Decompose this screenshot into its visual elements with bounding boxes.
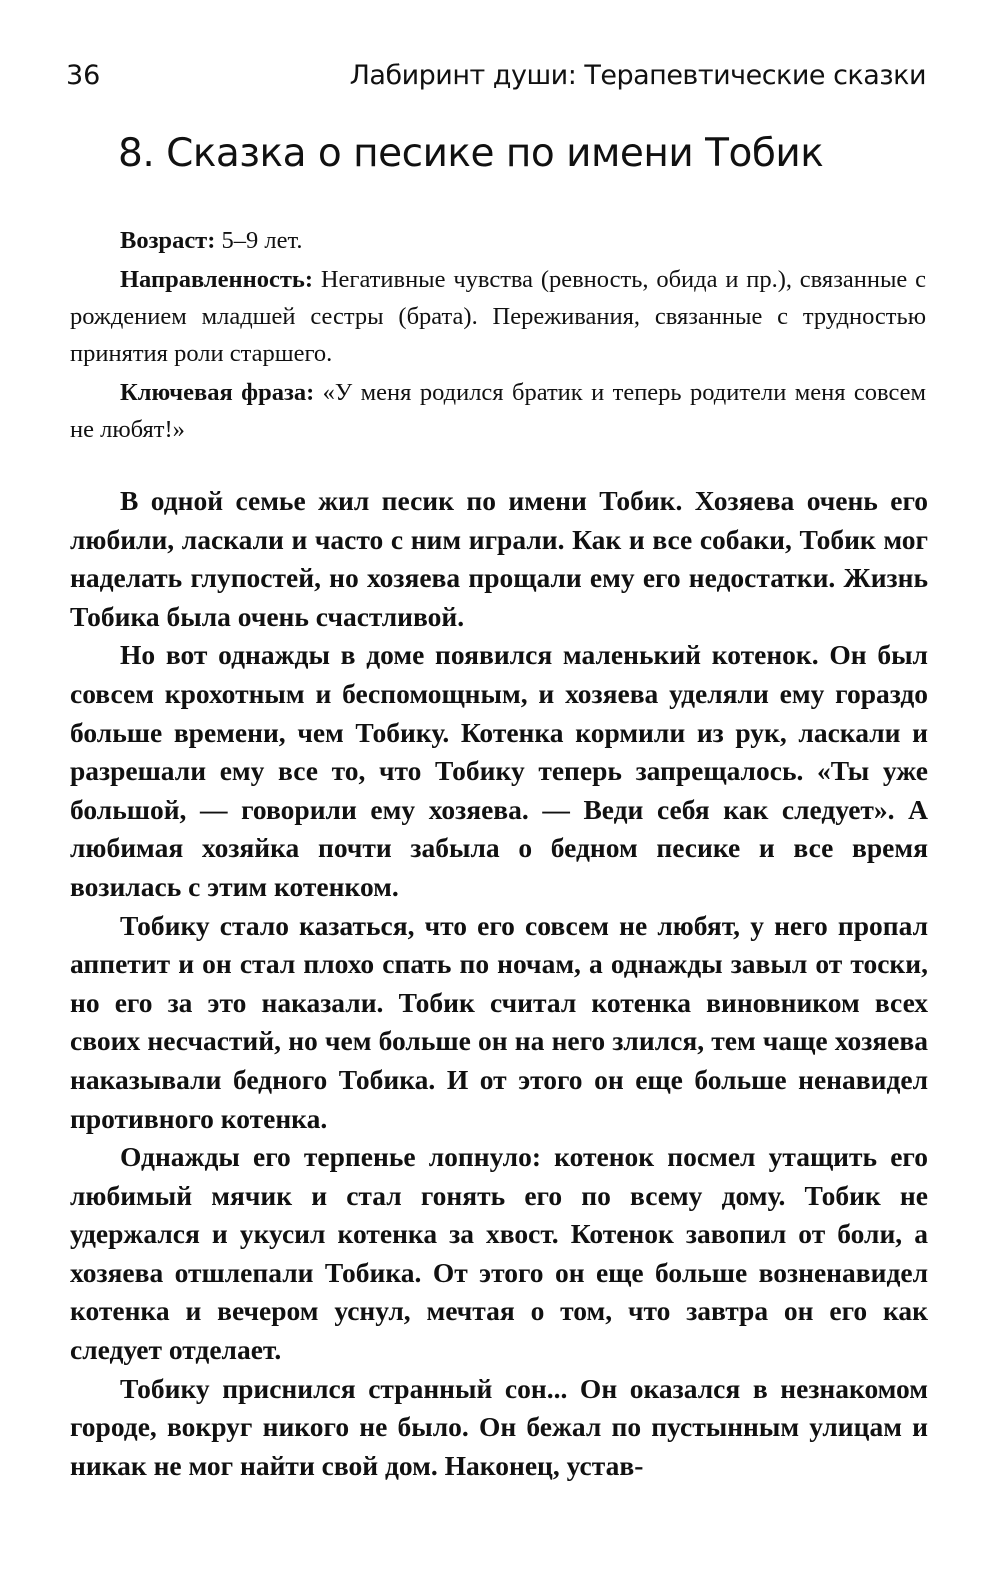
book-title: Лабиринт души: Терапевтические сказки xyxy=(349,60,926,91)
story-paragraph: В одной семье жил песик по имени Тобик. Хозяева очень его любили, ласкали и часто с ним играли. Как и все собаки, Тобик мог наделать глупостей, но хозяева прощали ему его недостатки. Жизнь Тобика была очень счастливой. xyxy=(70,485,928,632)
story-paragraph: Однажды его терпенье лопнуло: котенок посмел утащить его любимый мячик и стал гонять его по всему дому. Тобик не удержался и укусил котенка за хвост. Котенок завопил от боли, а хозяева отшлепали Тобика. От этого он еще больше возненавидел котенка и вечером уснул, мечтая о том, что завтра он его как следует отделает. xyxy=(70,1141,928,1366)
running-header xyxy=(66,56,926,96)
focus-label: Направленность: xyxy=(120,266,314,293)
page-number: 36 xyxy=(66,60,101,91)
story-text xyxy=(70,482,928,1485)
chapter-title: 8. Сказка о песике по имени Тобик xyxy=(118,131,824,176)
key-phrase-line xyxy=(70,374,926,448)
key-phrase-label: Ключевая фраза: xyxy=(120,379,315,406)
story-metadata xyxy=(70,222,926,448)
age-value: 5–9 лет. xyxy=(215,227,303,254)
focus-line xyxy=(70,261,926,372)
key-phrase-value: «У меня родился братик и теперь родители меня совсем не любят!» xyxy=(70,379,926,443)
focus-value: Негативные чувства (ревность, обида и пр.), связанные с рождением младшей сестры (брата). Переживания, связанные с трудностью принятия роли старшего. xyxy=(70,266,926,367)
story-paragraph: Но вот однажды в доме появился маленький котенок. Он был совсем крохотным и беспомощным, и хозяева уделяли ему гораздо больше времени, чем Тобику. Котенка кормили из рук, ласкали и разрешали ему все то, что Тобику теперь запрещалось. «Ты уже большой, — говорили ему хозяева. — Веди себя как следует». А любимая хозяйка почти забыла о бедном песике и все время возилась с этим котенком. xyxy=(70,639,928,902)
age-line xyxy=(70,222,926,259)
story-paragraph: Тобику стало казаться, что его совсем не любят, у него пропал аппетит и он стал плохо спать по ночам, а однажды завыл от тоски, но его за это наказали. Тобик считал котенка виновником всех своих несчастий, но чем больше он на него злился, тем чаще хозяева наказывали бедного Тобика. И от этого он еще больше ненавидел противного котенка. xyxy=(70,909,928,1134)
age-label: Возраст: xyxy=(120,227,216,254)
story-paragraph: Тобику приснился странный сон... Он оказался в незнакомом городе, вокруг никого не было. Он бежал по пустынным улицам и никак не мог найти свой дом. Наконец, устав- xyxy=(70,1372,928,1481)
